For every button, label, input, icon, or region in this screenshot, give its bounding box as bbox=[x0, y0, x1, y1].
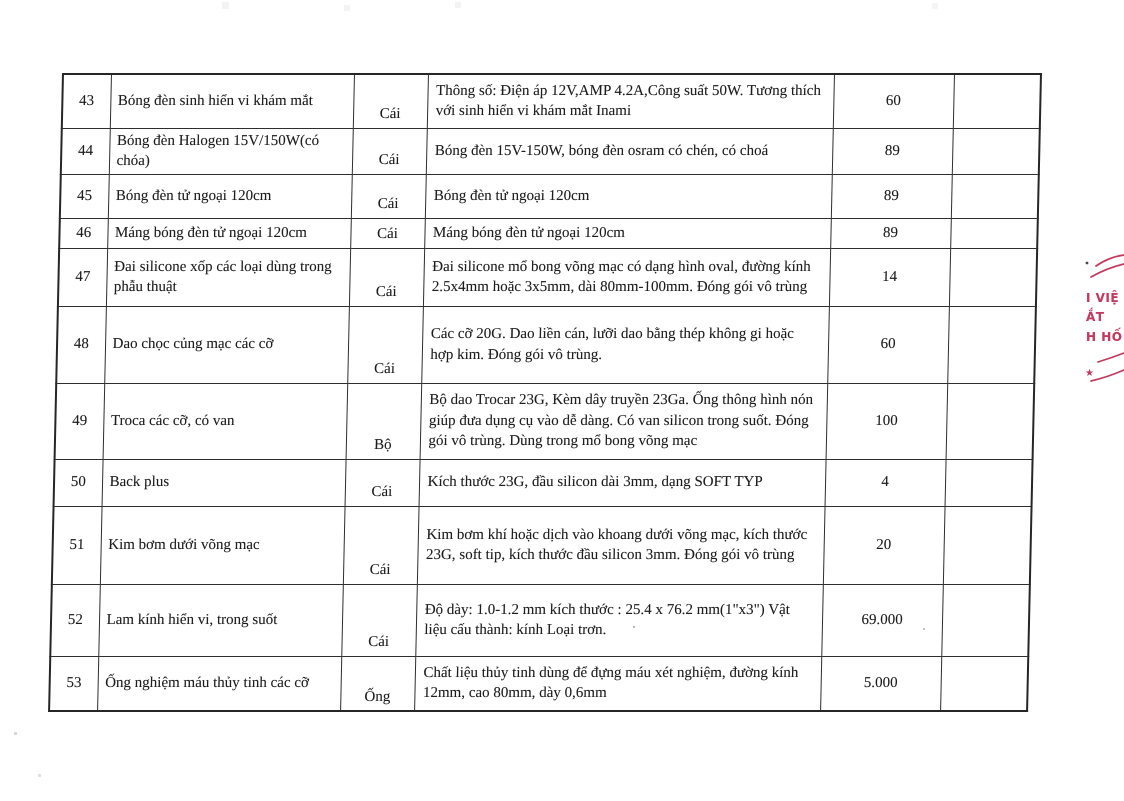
cell-stt: 47 bbox=[58, 248, 107, 306]
cell-qty: 4 bbox=[825, 459, 946, 506]
cell-qty: 100 bbox=[826, 383, 948, 459]
cell-unit: Cái bbox=[352, 128, 427, 174]
cell-name: Troca các cỡ, có van bbox=[103, 383, 348, 459]
cell-unit: Cái bbox=[343, 506, 419, 584]
scan-speck bbox=[38, 774, 41, 777]
cell-desc: Đai silicone mổ bong võng mạc có dạng hình oval, đường kính 2.5x4mm hoặc 3x5mm, dài 80mm-100mm. Đóng gói vô trùng bbox=[423, 248, 830, 306]
cell-note bbox=[953, 74, 1041, 128]
cell-name: Back plus bbox=[102, 459, 346, 506]
supplies-table-body bbox=[49, 74, 1041, 711]
cell-note bbox=[950, 218, 1038, 248]
cell-unit: Cái bbox=[350, 218, 425, 248]
cell-stt: 52 bbox=[50, 584, 100, 656]
cell-qty: 60 bbox=[827, 306, 949, 383]
cell-desc: Thông số: Điện áp 12V,AMP 4.2A,Công suất 50W. Tương thích với sinh hiển vi khám mắt Inami bbox=[427, 74, 834, 128]
cell-name: Bóng đèn Halogen 15V/150W(có chóa) bbox=[109, 128, 353, 174]
cell-desc: Kích thước 23G, đầu silicon dài 3mm, dạng SOFT TYP bbox=[419, 459, 826, 506]
table-row bbox=[50, 584, 1030, 656]
cell-note bbox=[945, 459, 1033, 506]
cell-note bbox=[951, 174, 1039, 218]
table-row bbox=[62, 74, 1041, 128]
table-row bbox=[55, 383, 1035, 459]
stamp-text-line: I VIỆ bbox=[1086, 291, 1120, 305]
cell-qty: 60 bbox=[833, 74, 954, 128]
cell-unit: Cái bbox=[345, 459, 420, 506]
scan-speck bbox=[932, 3, 938, 9]
cell-desc: Máng bóng đèn tử ngoại 120cm bbox=[424, 218, 831, 248]
table-row bbox=[61, 128, 1040, 174]
cell-desc: Kim bơm khí hoặc dịch vào khoang dưới võng mạc, kích thước 23G, soft tip, kích thước đầu silicon 3mm. Đóng gói vô trùng bbox=[417, 506, 825, 584]
scan-speck bbox=[222, 2, 229, 9]
cell-unit: Ống bbox=[340, 656, 415, 711]
scan-speck bbox=[14, 732, 17, 735]
cell-qty: 69.000 bbox=[821, 584, 943, 656]
cell-note bbox=[949, 248, 1037, 306]
cell-name: Bóng đèn tử ngoại 120cm bbox=[108, 174, 352, 218]
cell-note bbox=[941, 584, 1030, 656]
stamp-star-icon: ★ bbox=[1085, 368, 1094, 379]
cell-desc: Bóng đèn 15V-150W, bóng đèn osram có chén, có choá bbox=[426, 128, 833, 174]
cell-qty: 89 bbox=[831, 174, 952, 218]
cell-unit: Bộ bbox=[346, 383, 422, 459]
cell-name: Dao chọc củng mạc các cỡ bbox=[104, 306, 349, 383]
cell-desc: Độ dày: 1.0-1.2 mm kích thước : 25.4 x 76.2 mm(1"x3") Vật liệu cấu thành: kính Loại trơn. bbox=[415, 584, 823, 656]
table-row bbox=[59, 218, 1038, 248]
supplies-table bbox=[48, 73, 1042, 712]
table-row bbox=[58, 248, 1037, 306]
cell-qty: 14 bbox=[829, 248, 950, 306]
cell-stt: 44 bbox=[61, 128, 110, 174]
cell-desc: Bóng đèn tử ngoại 120cm bbox=[425, 174, 832, 218]
cell-qty: 20 bbox=[823, 506, 945, 584]
stamp-text-line: ẮT bbox=[1086, 310, 1105, 324]
cell-name: Bóng đèn sinh hiển vi khám mắt bbox=[110, 74, 354, 128]
cell-stt: 49 bbox=[55, 383, 105, 459]
cell-stt: 43 bbox=[62, 74, 111, 128]
cell-stt: 53 bbox=[49, 656, 98, 711]
cell-note bbox=[952, 128, 1040, 174]
cell-name: Ống nghiệm máu thủy tinh các cỡ bbox=[97, 656, 341, 711]
cell-qty: 89 bbox=[832, 128, 953, 174]
table-row bbox=[49, 656, 1028, 711]
cell-desc: Bộ dao Trocar 23G, Kèm dây truyền 23Ga. Ống thông hình nón giúp đưa dụng cụ vào dễ dàng. Có van silicon trong suốt. Đóng gói vô trùng. Dùng trong mổ bong võng mạc bbox=[420, 383, 828, 459]
table-row bbox=[52, 506, 1032, 584]
cell-unit: Cái bbox=[353, 74, 428, 128]
cell-note bbox=[947, 306, 1036, 383]
cell-unit: Cái bbox=[341, 584, 417, 656]
cell-unit: Cái bbox=[347, 306, 423, 383]
stamp-text-line: H HỐ bbox=[1086, 330, 1123, 344]
cell-stt: 51 bbox=[52, 506, 102, 584]
cell-note bbox=[940, 656, 1028, 711]
supplies-table-wrapper bbox=[48, 73, 1042, 712]
table-row bbox=[54, 459, 1033, 506]
cell-unit: Cái bbox=[351, 174, 426, 218]
cell-qty: 89 bbox=[830, 218, 951, 248]
cell-desc: Chất liệu thủy tinh dùng để đựng máu xét nghiệm, đường kính 12mm, cao 80mm, dày 0,6mm bbox=[414, 656, 821, 711]
scan-speck bbox=[455, 2, 461, 8]
scan-speck bbox=[344, 5, 350, 11]
cell-stt: 50 bbox=[54, 459, 103, 506]
cell-name: Đai silicone xốp các loại dùng trong phẫu thuật bbox=[106, 248, 350, 306]
cell-name: Lam kính hiển vi, trong suốt bbox=[98, 584, 343, 656]
table-row bbox=[56, 306, 1036, 383]
cell-stt: 48 bbox=[56, 306, 106, 383]
cell-name: Kim bơm dưới võng mạc bbox=[100, 506, 345, 584]
table-row bbox=[60, 174, 1039, 218]
cell-unit: Cái bbox=[349, 248, 424, 306]
cell-qty: 5.000 bbox=[820, 656, 941, 711]
cell-stt: 45 bbox=[60, 174, 109, 218]
cell-desc: Các cỡ 20G. Dao liền cán, lưỡi dao bằng thép không gi hoặc hợp kim. Đóng gói vô trùng. bbox=[421, 306, 829, 383]
cell-stt: 46 bbox=[59, 218, 108, 248]
cell-name: Máng bóng đèn tử ngoại 120cm bbox=[107, 218, 351, 248]
cell-note bbox=[946, 383, 1035, 459]
cell-note bbox=[943, 506, 1032, 584]
